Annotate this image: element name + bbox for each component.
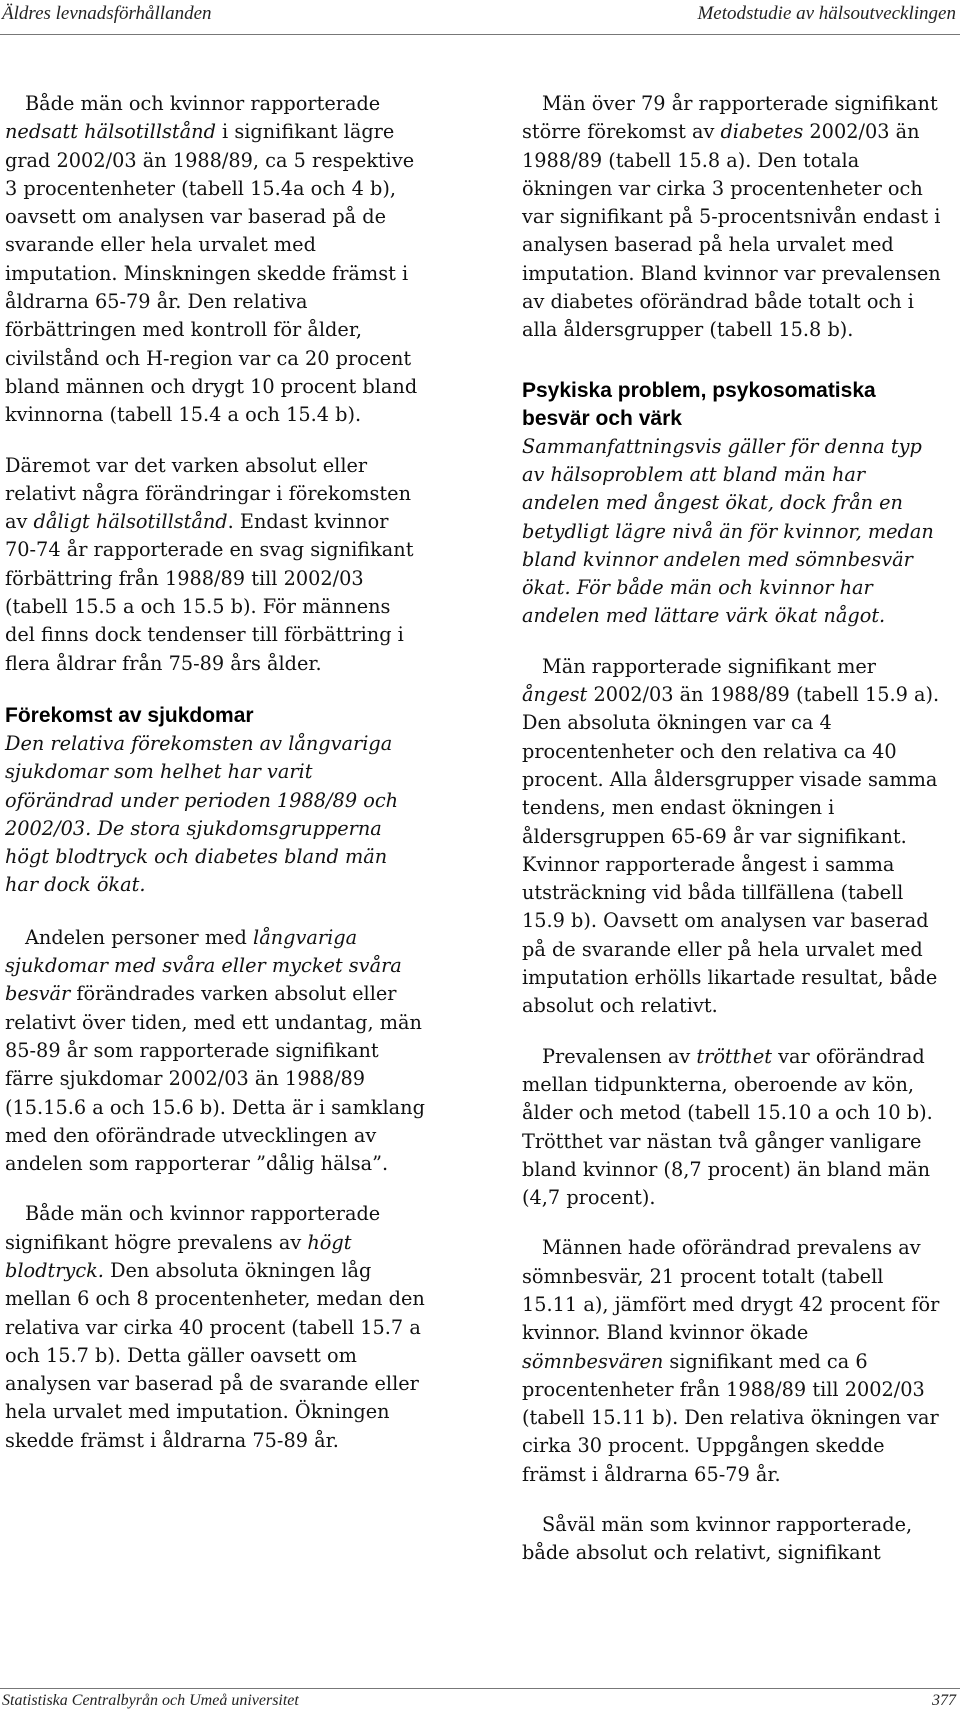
paragraph: Män över 79 år rapporterade signifikant större förekomst av diabetes 2002/03 än 1988/89 (tabell 15.8 a). Den totala ökningen var cirka 3 procentenheter och var signifikant på 5-procentsnivån endast i analysen baserad på hela urvalet med imputation. Bland kvinnor var prevalensen av diabetes oförändrad både totalt och i alla åldersgrupper (tabell 15.8 b). bbox=[522, 92, 941, 342]
section-heading: Förekomst av sjukdomar bbox=[5, 703, 254, 727]
footer-publisher: Statistiska Centralbyrån och Umeå universitet bbox=[2, 1692, 299, 1709]
right-column bbox=[522, 90, 942, 1568]
running-footer bbox=[0, 1690, 960, 1710]
section-intro: Sammanfattningsvis gäller för denna typ av hälsoproblem att bland män har andelen med ångest ökat, dock från en betydligt lägre nivå än för kvinnor, medan bland kvinnor andelen med sömnbesvär ökat. För både män och kvinnor har andelen med lättare värk ökat något. bbox=[522, 434, 934, 628]
paragraph: Däremot var det varken absolut eller relativt några förändringar i förekomsten av dåligt hälsotillstånd. Endast kvinnor 70-74 år rapporterade en svag signifikant förbättring från 1988/89 till 2002/03 (tabell 15.5 a och 15.5 b). För männens del finns dock tendenser till förbättring i flera åldrar från 75-89 års ålder. bbox=[5, 453, 414, 675]
footer-rule bbox=[0, 1688, 960, 1689]
page-number: 377 bbox=[932, 1692, 956, 1709]
paragraph: Både män och kvinnor rapporterade signifikant högre prevalens av högt blodtryck. Den absoluta ökningen låg mellan 6 och 8 procentenheter, medan den relativa var cirka 40 procent (tabell 15.7 a och 15.7 b). Detta gäller oavsett om analysen var baserad på de svarande eller hela urvalet med imputation. Ökningen skedde främst i åldrarna 75-89 år. bbox=[5, 1202, 425, 1452]
paragraph: Både män och kvinnor rapporterade nedsatt hälsotillstånd i signifikant lägre grad 2002/03 än 1988/89, ca 5 respektive 3 procentenheter (tabell 15.4a och 4 b), oavsett om analysen var baserad på de svarande eller hela urvalet med imputation. Minskningen skedde främst i åldrarna 65-79 år. Den relativa förbättringen med kontroll för ålder, civilstånd och H-region var ca 20 procent bland männen och drygt 10 procent bland kvinnorna (tabell 15.4 a och 15.4 b). bbox=[5, 92, 418, 427]
header-rule bbox=[0, 34, 960, 35]
paragraph: Män rapporterade signifikant mer ångest 2002/03 än 1988/89 (tabell 15.9 a). Den absoluta ökningen var ca 4 procentenheter och den relativa ca 40 procent. Alla åldersgrupper visade samma tendens, men endast ökningen i åldersgruppen 65-69 år var signifikant. Kvinnor rapporterade ångest i samma utsträckning vid båda tillfällena (tabell 15.9 b). Oavsett om analysen var baserad på de svarande eller på hela urvalet med imputation erhölls likartade resultat, både absolut och relativt. bbox=[522, 654, 940, 1018]
paragraph: Andelen personer med långvariga sjukdomar med svåra eller mycket svåra besvär förändrades varken absolut eller relativt över tiden, med ett undantag, män 85-89 år som rapporterade signifikant färre sjukdomar 2002/03 än 1988/89 (15.15.6 a och 15.6 b). Detta är i samklang med den oförändrade utvecklingen av andelen som rapporterar ”dålig hälsa”. bbox=[5, 925, 425, 1176]
header-left-title: Äldres levnadsförhållanden bbox=[2, 3, 212, 24]
section-intro: Den relativa förekomsten av långvariga sjukdomar som helhet har varit oförändrad under perioden 1988/89 och 2002/03. De stora sjukdomsgrupperna högt blodtryck och diabetes bland män har dock ökat. bbox=[5, 731, 399, 897]
section-heading: Psykiska problem, psykosomatiska besvär och värk bbox=[522, 378, 876, 430]
paragraph: Prevalensen av trötthet var oförändrad mellan tidpunkterna, oberoende av kön, ålder och metod (tabell 15.10 a och 10 b). Trötthet var nästan två gånger vanligare bland kvinnor (8,7 procent) än bland män (4,7 procent). bbox=[522, 1044, 933, 1210]
running-header bbox=[0, 0, 960, 36]
paragraph: Såväl män som kvinnor rapporterade, både absolut och relativt, signifikant bbox=[522, 1513, 913, 1565]
left-column bbox=[5, 90, 425, 1455]
header-right-title: Metodstudie av hälsoutvecklingen bbox=[697, 3, 956, 24]
paragraph: Männen hade oförändrad prevalens av sömnbesvär, 21 procent totalt (tabell 15.11 a), jämfört med drygt 42 procent för kvinnor. Bland kvinnor ökade sömnbesvären signifikant med ca 6 procentenheter från 1988/89 till 2002/03 (tabell 15.11 b). Den relativa ökningen var cirka 30 procent. Uppgången skedde främst i åldrarna 65-79 år. bbox=[522, 1236, 940, 1486]
